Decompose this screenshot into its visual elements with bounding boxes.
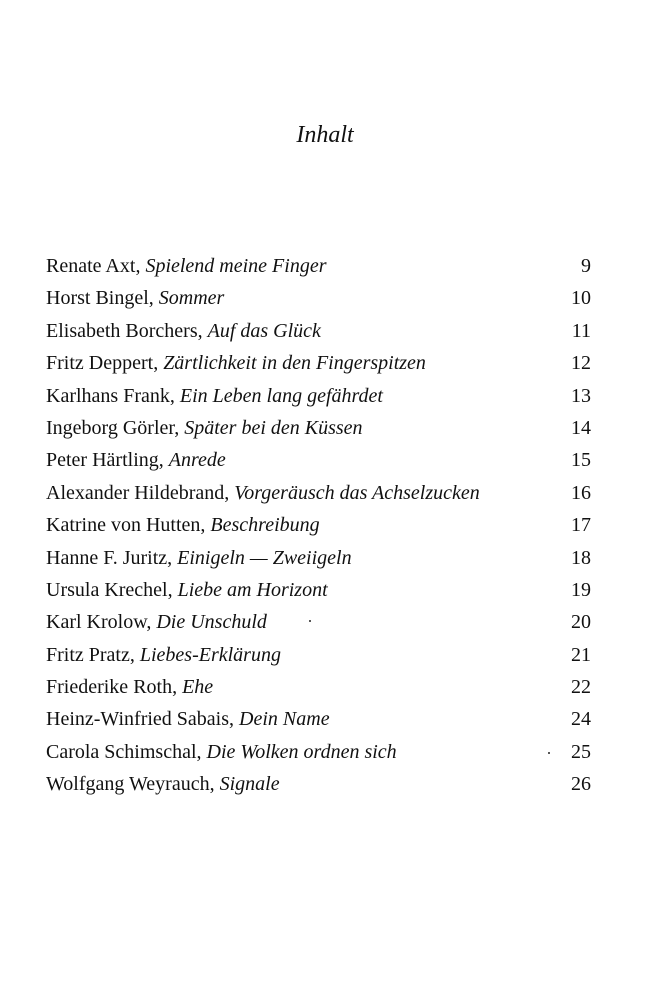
toc-separator: ,	[174, 416, 185, 439]
toc-entry-text	[46, 606, 561, 638]
toc-entry-text	[46, 347, 561, 379]
toc-author: Ursula Krechel	[46, 578, 168, 601]
toc-author: Elisabeth Borchers	[46, 319, 198, 342]
toc-work-title: Liebes-Erklärung	[139, 643, 281, 666]
toc-work-title: Vorgeräusch das Achselzucken	[234, 481, 480, 504]
toc-work-title: Liebe am Horizont	[177, 578, 328, 601]
toc-entry	[46, 315, 591, 347]
toc-author: Heinz-Winfried Sabais	[46, 708, 230, 731]
print-speck	[309, 620, 311, 622]
toc-separator: ,	[167, 578, 178, 601]
toc-separator: ,	[224, 481, 235, 504]
toc-entry-text	[46, 671, 561, 703]
toc-entry	[46, 509, 591, 541]
toc-author: Peter Härtling	[46, 449, 159, 472]
toc-author: Friederike Roth	[46, 676, 173, 699]
toc-entry	[46, 347, 591, 379]
toc-work-title: Die Wolken ordnen sich	[206, 740, 397, 763]
toc-work-title: Ehe	[182, 676, 214, 699]
toc-page-number: 22	[571, 676, 591, 699]
toc-work-title: Dein Name	[239, 708, 330, 731]
toc-author: Horst Bingel	[46, 287, 149, 310]
toc-author: Renate Axt	[46, 255, 136, 277]
toc-entry-text	[46, 736, 561, 768]
toc-work-title: Signale	[219, 773, 280, 796]
toc-entry-text	[46, 768, 561, 800]
toc-entry-text	[46, 574, 561, 606]
toc-entry-text	[46, 703, 561, 735]
toc-entry-text	[46, 282, 561, 314]
toc-page-number: 20	[571, 611, 591, 634]
toc-page-number: 18	[571, 546, 591, 569]
toc-entry	[46, 671, 591, 703]
toc-author: Karlhans Frank	[46, 384, 170, 407]
toc-author: Alexander Hildebrand	[46, 481, 225, 504]
toc-author: Ingeborg Görler	[46, 416, 175, 439]
toc-entry	[46, 250, 591, 282]
toc-entry-text	[46, 509, 561, 541]
toc-page-number: 24	[571, 708, 591, 731]
toc-separator: ,	[158, 449, 169, 472]
toc-work-title: Die Unschuld	[156, 611, 267, 634]
toc-entry-text	[46, 412, 561, 444]
toc-page-number: 17	[571, 514, 591, 537]
toc-entry	[46, 574, 591, 606]
toc-separator: ,	[153, 352, 164, 375]
toc-page-number: 11	[571, 319, 591, 342]
toc-entry	[46, 768, 591, 800]
toc-page-number: 25	[571, 740, 591, 763]
toc-page-number: 14	[571, 416, 591, 439]
toc-entry	[46, 477, 591, 509]
toc-separator: ,	[196, 740, 207, 763]
toc-separator: ,	[229, 708, 240, 731]
page-title: Inhalt	[296, 122, 354, 148]
toc-entry	[46, 542, 591, 574]
toc-page-number: 13	[571, 384, 591, 407]
toc-author: Katrine von Hutten	[46, 514, 201, 537]
toc-page-number: 26	[571, 773, 591, 796]
toc-separator: ,	[197, 319, 208, 342]
toc-separator: ,	[135, 255, 146, 277]
toc-separator: ,	[200, 514, 211, 537]
toc-page-number: 10	[571, 287, 591, 310]
toc-entry-text	[46, 639, 561, 671]
toc-page-number: 21	[571, 643, 591, 666]
toc-separator: ,	[148, 287, 159, 310]
toc-author: Fritz Pratz	[46, 643, 130, 666]
toc-work-title: Einigeln — Zweiigeln	[177, 546, 352, 569]
toc-separator: ,	[146, 611, 157, 634]
table-of-contents	[46, 250, 591, 801]
toc-work-title: Spielend meine Finger	[145, 255, 327, 277]
toc-page-number: 12	[571, 352, 591, 375]
toc-entry-text	[46, 477, 561, 509]
toc-entry	[46, 282, 591, 314]
toc-entry-text	[46, 380, 561, 412]
toc-page-number: 19	[571, 578, 591, 601]
toc-work-title: Sommer	[158, 287, 225, 310]
toc-entry	[46, 639, 591, 671]
toc-work-title: Auf das Glück	[207, 319, 321, 342]
toc-work-title: Ein Leben lang gefährdet	[179, 384, 383, 407]
toc-work-title: Später bei den Küssen	[184, 416, 363, 439]
toc-separator: ,	[172, 676, 183, 699]
toc-entry	[46, 606, 591, 638]
toc-separator: ,	[129, 643, 140, 666]
toc-entry-text	[46, 250, 561, 282]
toc-work-title: Beschreibung	[210, 514, 320, 537]
toc-separator: ,	[167, 546, 178, 569]
toc-work-title: Anrede	[168, 449, 226, 472]
toc-author: Wolfgang Weyrauch	[46, 773, 210, 796]
toc-author: Carola Schimschal	[46, 740, 197, 763]
toc-entry-text	[46, 315, 561, 347]
toc-entry	[46, 703, 591, 735]
toc-separator: ,	[169, 384, 180, 407]
print-speck	[548, 752, 550, 754]
toc-author: Fritz Deppert	[46, 352, 154, 375]
toc-entry	[46, 380, 591, 412]
toc-page-number: 9	[581, 255, 591, 277]
toc-author: Hanne F. Juritz	[46, 546, 168, 569]
toc-entry	[46, 412, 591, 444]
toc-entry-text	[46, 542, 561, 574]
toc-page-number: 16	[571, 481, 591, 504]
toc-separator: ,	[209, 773, 220, 796]
toc-entry-text	[46, 444, 561, 476]
toc-author: Karl Krolow	[46, 611, 147, 634]
toc-page-number: 15	[571, 449, 591, 472]
toc-entry	[46, 444, 591, 476]
toc-entry	[46, 736, 591, 768]
toc-work-title: Zärtlichkeit in den Fingerspitzen	[163, 352, 426, 375]
